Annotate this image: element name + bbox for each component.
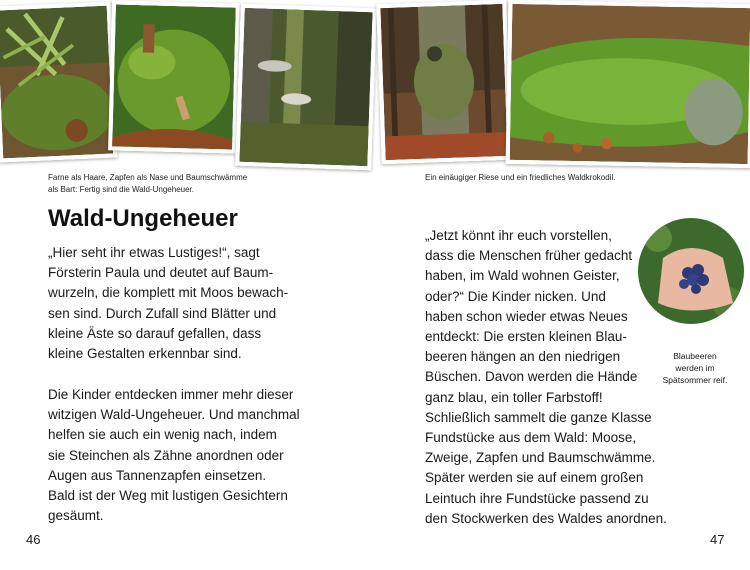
tree-fungus-photo (235, 4, 377, 171)
left-paragraph-2: Die Kinder entdecken immer mehr dieser witzigen Wald-Ungeheuer. Und manchmal helfen sie auch ein wenig nach, indem sie Steinchen als Zähne anordnen oder Augen aus Tannenzapfen einsetzen. Bald ist der Weg mit lustigen Gesichtern gesäumt. (48, 387, 300, 524)
page-number-left: 46 (26, 532, 41, 547)
blueberries-in-hands-photo (638, 218, 744, 324)
gnarled-tree-giant-photo (376, 0, 512, 164)
right-paragraph: „Jetzt könnt ihr euch vorstellen, dass die Menschen früher gedacht haben, im Wald wohnen Geister, oder?“ Die Kinder nicken. Und haben schon wieder etwas Neues entdeckt: Die ersten kleinen Blau- beeren hängen an den niedrigen Büschen. Davon werden die Hände ganz blau, ein toller Farbstoff! Schließlich sammelt die ganze Klasse Fundstücke aus dem Wald: Moose, Zweige, Zapfen und Baumschwämme. Später werden sie auf einem großen Leintuch ihre Fundstücke passend zu den Stockwerken des Waldes anordnen. (425, 228, 667, 526)
page-title: Wald-Ungeheuer (48, 205, 238, 232)
ferns-moss-photo (0, 2, 117, 163)
right-photo-caption: Ein einäugiger Riese und ein friedliches Waldkrokodil. (425, 173, 616, 182)
blueberry-caption: Blaubeeren werden im Spätsommer reif. (662, 351, 728, 385)
mossy-root-photo (108, 0, 240, 153)
left-paragraph-1: „Hier seht ihr etwas Lustiges!“, sagt Försterin Paula und deutet auf Baum- wurzeln, die komplett mit Moos bewach- sen sind. Durch Zufall sind Blätter und kleine Äste so darauf gefallen, dass kleine Gestalten erkennbar sind. (48, 245, 289, 362)
page-number-right: 47 (710, 532, 725, 547)
left-photo-caption: Farne als Haare, Zapfen als Nase und Baumschwämme als Bart: Fertig sind die Wald-Ungeheuer. (48, 173, 248, 194)
moss-crocodile-photo (506, 0, 750, 168)
